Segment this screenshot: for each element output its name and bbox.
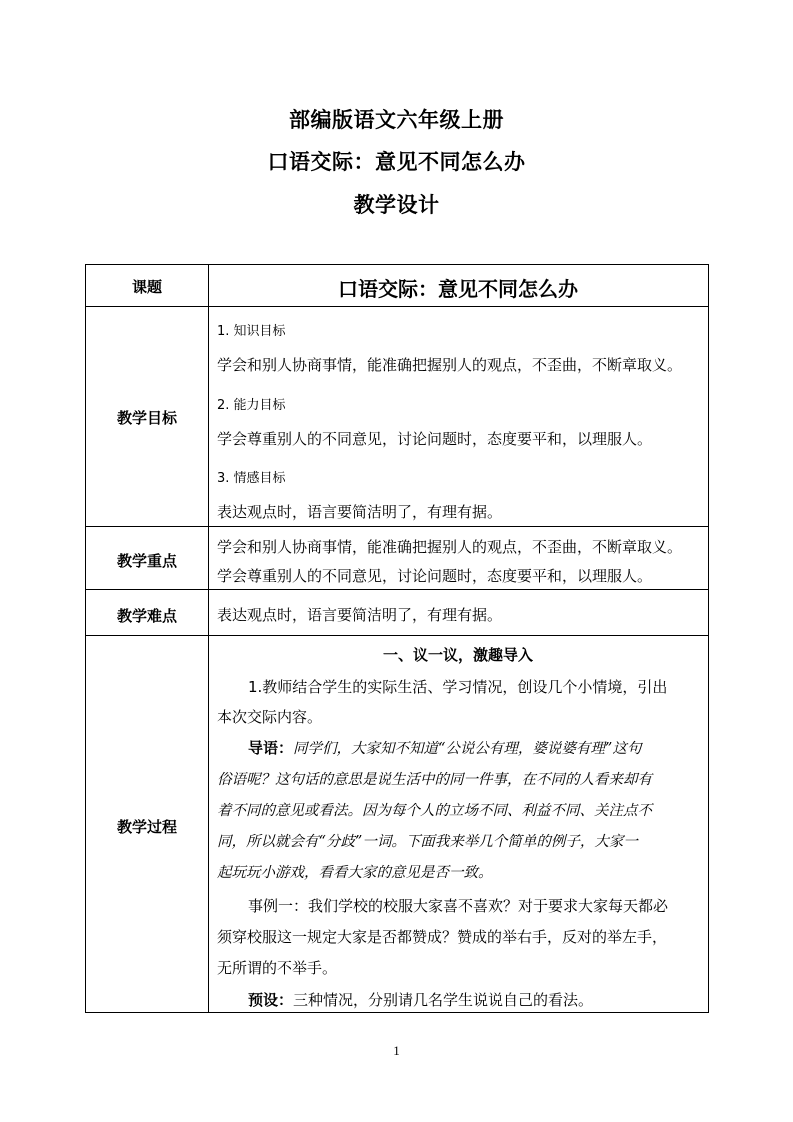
lesson-plan-table	[85, 264, 709, 1013]
key-point-line: 学会和别人协商事情，能准确把握别人的观点，不歪曲，不断章取义。	[217, 538, 683, 556]
document-subtitle: 口语交际：意见不同怎么办	[267, 150, 526, 174]
preset-line	[248, 989, 593, 1010]
preset-text: 三种情况，分别请几名学生说说自己的看法。	[293, 991, 594, 1009]
row-divider	[86, 589, 708, 590]
goals-label: 教学目标	[116, 409, 177, 427]
preset-label: 预设：	[248, 991, 294, 1009]
paragraph-line: 本次交际内容。	[217, 708, 323, 726]
column-divider	[208, 265, 209, 1012]
goal-text: 学会尊重别人的不同意见，讨论问题时，态度要平和，以理服人。	[217, 430, 653, 448]
intro-line	[248, 737, 641, 758]
intro-line: 起玩玩小游戏，看看大家的意见是否一致。	[217, 865, 493, 881]
example-line: 事例一：我们学校的校服大家喜不喜欢？对于要求大家每天都必	[248, 897, 669, 915]
paragraph-line: 1.教师结合学生的实际生活、学习情况，创设几个小情境，引出	[248, 678, 668, 696]
row-divider	[86, 635, 708, 636]
document-title: 部编版语文六年级上册	[289, 108, 504, 132]
example-line: 须穿校服这一规定大家是否都赞成？赞成的举右手，反对的举左手，	[217, 928, 668, 946]
goal-text: 表达观点时，语言要简洁明了，有理有据。	[217, 503, 503, 521]
difficult-point-text: 表达观点时，语言要简洁明了，有理有据。	[217, 606, 503, 624]
difficult-points-label: 教学难点	[116, 607, 177, 625]
page-number: 1	[393, 1043, 400, 1058]
key-points-label: 教学重点	[116, 552, 177, 570]
goal-heading: 3. 情感目标	[217, 471, 286, 486]
section-heading: 一、议一议，激趣导入	[382, 646, 533, 664]
intro-line: 着不同的意见或看法。因为每个人的立场不同、利益不同、关注点不	[217, 803, 652, 819]
topic-label: 课题	[131, 278, 162, 296]
key-point-line: 学会尊重别人的不同意见，讨论问题时，态度要平和，以理服人。	[217, 567, 653, 585]
row-divider	[86, 526, 708, 527]
goal-heading: 1. 知识目标	[217, 324, 286, 339]
intro-label: 导语：	[248, 739, 294, 757]
intro-text: 同学们，大家知不知道“公说公有理，婆说婆有理”这句	[293, 741, 642, 757]
topic-value: 口语交际：意见不同怎么办	[338, 277, 578, 301]
intro-line: 俗语呢？这句话的意思是说生活中的同一件事，在不同的人看来却有	[217, 772, 652, 788]
process-label: 教学过程	[116, 818, 177, 836]
goal-text: 学会和别人协商事情，能准确把握别人的观点，不歪曲，不断章取义。	[217, 356, 683, 374]
example-line: 无所谓的不举手。	[217, 959, 338, 977]
goal-heading: 2. 能力目标	[217, 398, 286, 413]
document-subtitle-2: 教学设计	[353, 193, 440, 217]
row-divider	[86, 306, 708, 307]
intro-line: 同，所以就会有“分歧”一词。下面我来举几个简单的例子，大家一	[217, 834, 638, 850]
